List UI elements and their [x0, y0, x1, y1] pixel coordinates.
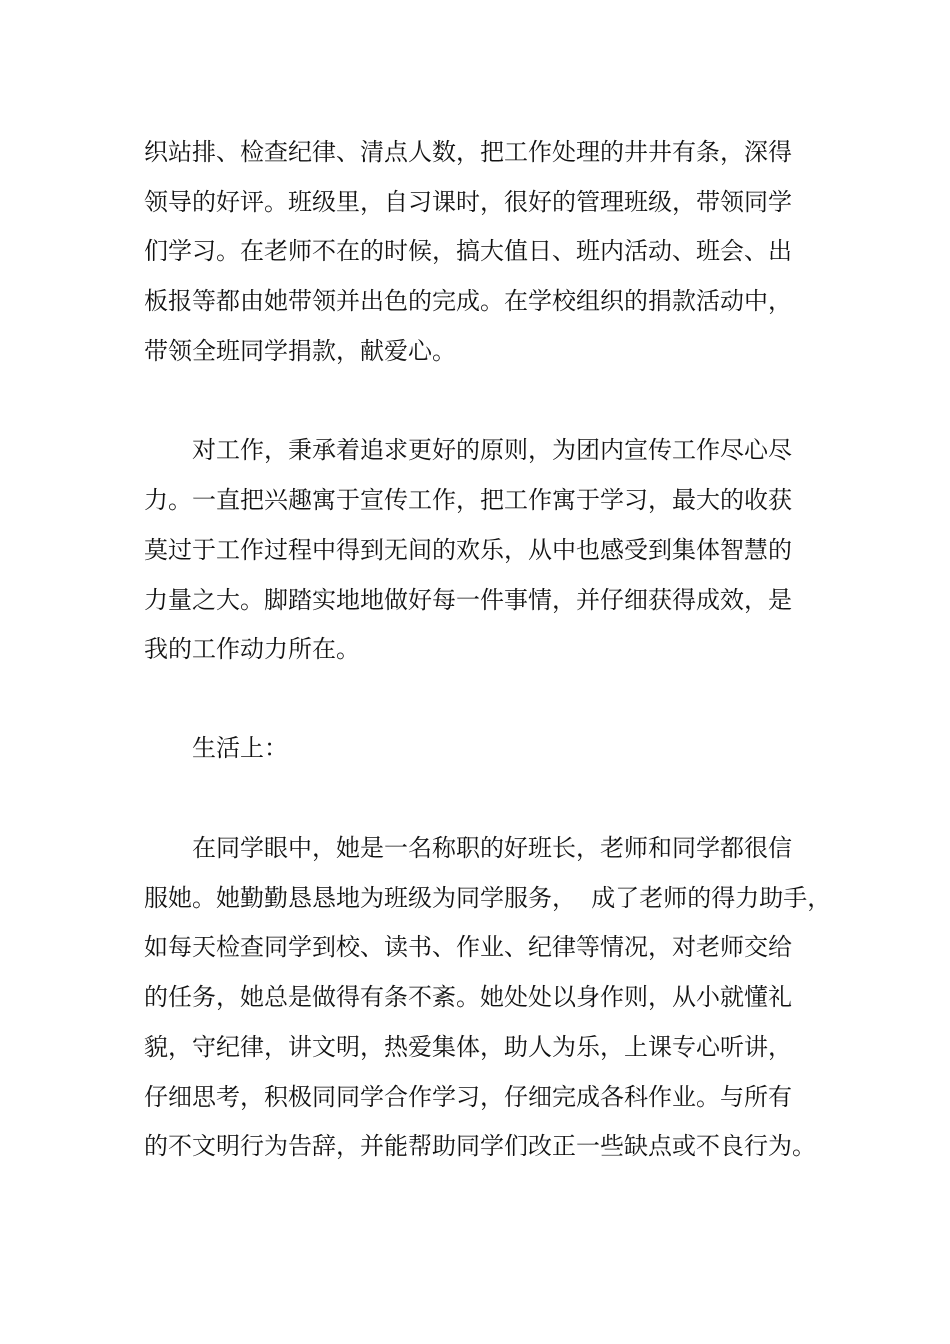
paragraph-2-line-2: 力。一直把兴趣寓于宣传工作，把工作寓于学习，最大的收获 — [144, 486, 792, 514]
paragraph-2-line-4: 力量之大。脚踏实地地做好每一件事情，并仔细获得成效，是 — [144, 586, 792, 614]
paragraph-4-line-6: 仔细思考，积极同同学合作学习，仔细完成各科作业。与所有 — [144, 1083, 792, 1111]
section-heading-life: 生活上： — [192, 734, 288, 762]
paragraph-4-line-3: 如每天检查同学到校、读书、作业、纪律等情况，对老师交给 — [144, 933, 792, 961]
paragraph-1-line-5: 带领全班同学捐款，献爱心。 — [144, 337, 456, 365]
paragraph-2-line-3: 莫过于工作过程中得到无间的欢乐，从中也感受到集体智慧的 — [144, 536, 792, 564]
paragraph-2-line-5: 我的工作动力所在。 — [144, 635, 360, 663]
paragraph-1-line-4: 板报等都由她带领并出色的完成。在学校组织的捐款活动中， — [144, 287, 792, 315]
paragraph-2-line-1: 对工作，秉承着追求更好的原则，为团内宣传工作尽心尽 — [192, 436, 792, 464]
paragraph-1-line-3: 们学习。在老师不在的时候，搞大值日、班内活动、班会、出 — [144, 237, 792, 265]
paragraph-1-line-1: 织站排、检查纪律、清点人数，把工作处理的井井有条，深得 — [144, 138, 792, 166]
paragraph-4-line-7: 的不文明行为告辞，并能帮助同学们改正一些缺点或不良行为。 — [144, 1132, 816, 1160]
paragraph-4-line-2: 服她。她勤勤恳恳地为班级为同学服务， 成了老师的得力助手， — [144, 884, 832, 912]
paragraph-1-line-2: 领导的好评。班级里，自习课时，很好的管理班级，带领同学 — [144, 188, 792, 216]
paragraph-4-line-5: 貌，守纪律，讲文明，热爱集体，助人为乐，上课专心听讲， — [144, 1033, 792, 1061]
paragraph-4-line-4: 的任务，她总是做得有条不紊。她处处以身作则，从小就懂礼 — [144, 983, 792, 1011]
paragraph-4-line-1: 在同学眼中，她是一名称职的好班长，老师和同学都很信 — [192, 834, 792, 862]
